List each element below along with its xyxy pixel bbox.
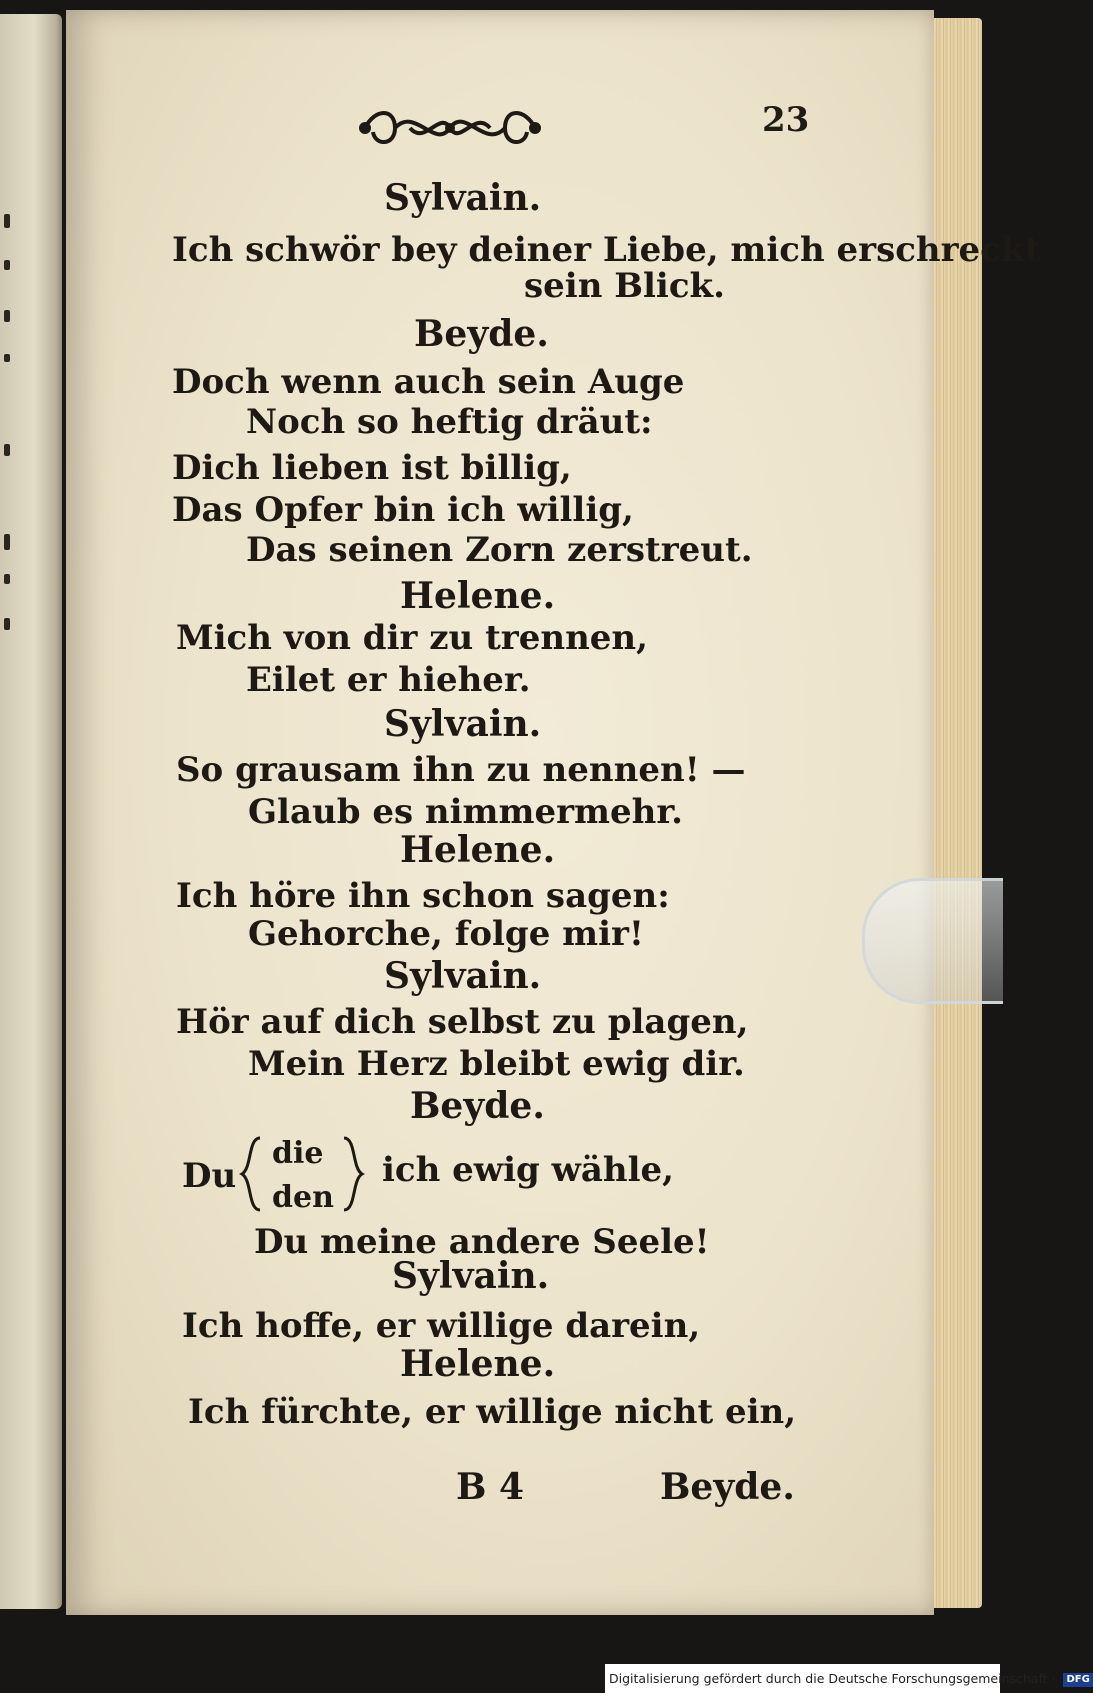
- verse-line: Ich hoffe, er willige darein,: [182, 1306, 701, 1346]
- verse-line: Du meine andere Seele!: [254, 1222, 710, 1262]
- digitization-credit: [605, 1664, 1090, 1693]
- verse-line: Dich lieben ist billig,: [172, 448, 572, 488]
- dfg-logo: DFG: [1063, 1673, 1092, 1687]
- verse-line: Mich von dir zu trennen,: [176, 618, 648, 658]
- verse-line: Hör auf dich selbst zu plagen,: [176, 1002, 749, 1042]
- signature-mark: B 4: [456, 1466, 525, 1508]
- speaker-heading: Helene.: [400, 829, 556, 871]
- right-brace: [340, 1134, 366, 1214]
- verse-line: ich ewig wähle,: [382, 1150, 675, 1190]
- page-clip: [862, 878, 1003, 1004]
- verse-line: Du: [182, 1156, 237, 1196]
- speaker-heading: Helene.: [400, 575, 556, 617]
- brace-option: die: [272, 1136, 324, 1171]
- verse-line: sein Blick.: [524, 266, 725, 306]
- credit-text: Digitalisierung gefördert durch die Deutsche Forschungsgemeinschaft ·: [609, 1671, 1056, 1686]
- verse-line: Doch wenn auch sein Auge: [172, 362, 685, 402]
- speaker-heading: Sylvain.: [384, 955, 542, 997]
- speaker-heading: Sylvain.: [384, 177, 542, 219]
- speaker-heading: Sylvain.: [392, 1255, 550, 1297]
- verse-line: Glaub es nimmermehr.: [248, 792, 684, 832]
- verse-line: Das Opfer bin ich willig,: [172, 490, 634, 530]
- speaker-heading: Sylvain.: [384, 703, 542, 745]
- verse-line: Ich fürchte, er willige nicht ein,: [188, 1392, 797, 1432]
- verse-line: Das seinen Zorn zerstreut.: [246, 530, 753, 570]
- verse-line: Mein Herz bleibt ewig dir.: [248, 1044, 745, 1084]
- left-brace: [238, 1134, 264, 1214]
- verse-line: Eilet er hieher.: [246, 660, 531, 700]
- catchword: Beyde.: [660, 1466, 795, 1508]
- brace-option: den: [272, 1180, 334, 1215]
- speaker-heading: Beyde.: [414, 313, 549, 355]
- verse-line: So grausam ihn zu nennen! —: [176, 750, 746, 790]
- speaker-heading: Beyde.: [410, 1085, 545, 1127]
- verse-line: Ich höre ihn schon sagen:: [176, 876, 670, 916]
- left-page-edge: [0, 14, 62, 1609]
- verse-line: Ich schwör bey deiner Liebe, mich erschreckt: [172, 230, 1041, 270]
- verse-line: Gehorche, folge mir!: [248, 914, 644, 954]
- speaker-heading: Helene.: [400, 1343, 556, 1385]
- verse-line: Noch so heftig dräut:: [246, 402, 653, 442]
- page-number: 23: [762, 100, 810, 140]
- ornament-vignette: [355, 98, 545, 156]
